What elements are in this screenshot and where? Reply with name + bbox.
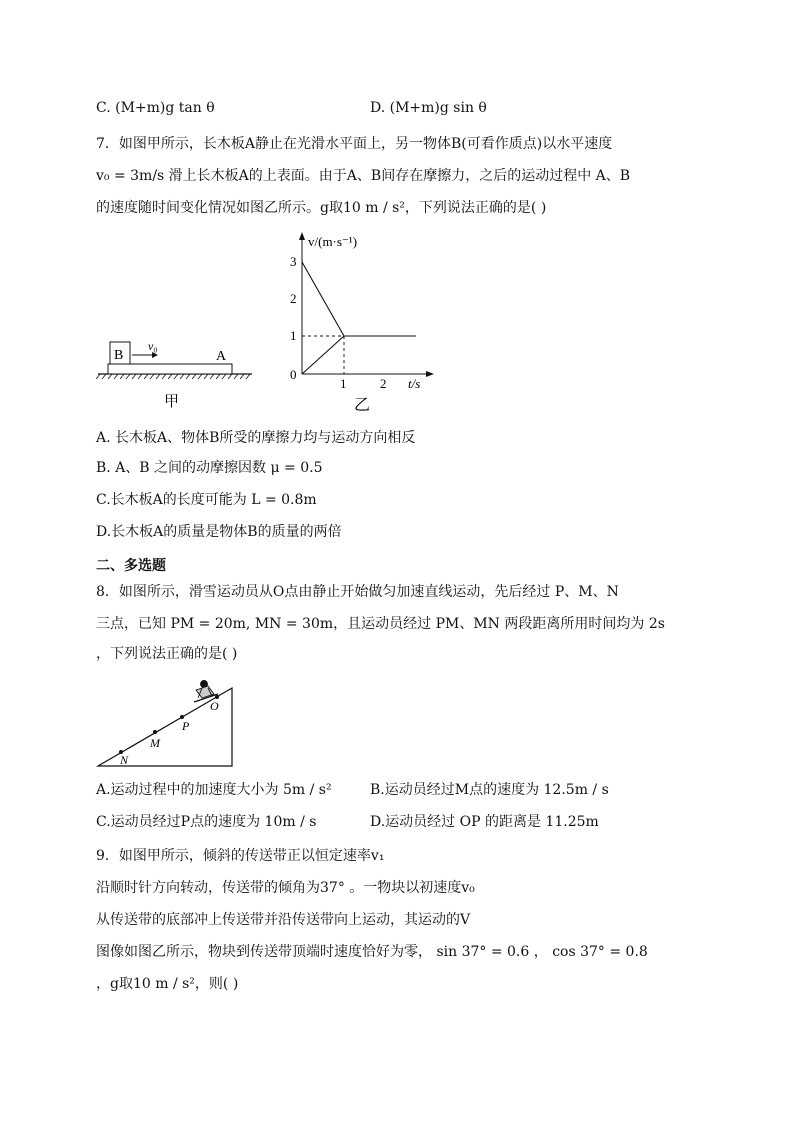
q7-option-d: D.长木板A的质量是物体B的质量的两倍	[96, 524, 342, 540]
figure-jia-caption: 甲	[164, 394, 180, 410]
q7-stem-line3: 的速度随时间变化情况如图乙所示。g取10 m / s²，下列说法正确的是( )	[96, 200, 547, 216]
q8-option-a: A.运动过程中的加速度大小为 5m / s²	[96, 782, 332, 798]
q7-option-a: A. 长木板A、物体B所受的摩擦力均与运动方向相反	[96, 430, 416, 446]
point-n-label: N	[120, 753, 129, 767]
q8-stem-line2: 三点，已知 PM = 20m, MN = 30m，且运动员经过 PM、MN 两段距离所用时间均为 2s	[96, 616, 665, 632]
q7-stem-line1: 7．如图甲所示，长木板A静止在光滑水平面上，另一物体B(可看作质点)以水平速度	[96, 136, 613, 152]
board-a-label: A	[216, 349, 227, 364]
y-tick-1: 1	[290, 328, 297, 343]
q7-stem-line2: v₀ = 3m/s 滑上长木板A的上表面。由于A、B间存在摩擦力，之后的运动过程中 A、B	[96, 168, 631, 184]
q6-option-d: D. (M+m)g sin θ	[370, 100, 487, 116]
q8-option-c: C.运动员经过P点的速度为 10m / s	[96, 814, 317, 830]
x-axis-label: t/s	[408, 376, 421, 391]
figure-yi-caption: 乙	[354, 397, 371, 412]
q8-option-d: D.运动员经过 OP 的距离是 11.25m	[370, 814, 599, 830]
point-m-label: M	[150, 736, 160, 750]
q8-option-b: B.运动员经过M点的速度为 12.5m / s	[370, 782, 609, 798]
q9-stem-line5: ，g取10 m / s²，则( )	[96, 976, 239, 992]
q7-figure-jia	[96, 330, 256, 410]
q8-stem-line3: ，下列说法正确的是( )	[96, 646, 238, 662]
line-a	[302, 336, 344, 374]
q7-option-c: C.长木板A的长度可能为 L = 0.8m	[96, 492, 317, 508]
x-tick-1: 1	[340, 376, 347, 391]
q8-stem-line1: 8．如图所示，滑雪运动员从O点由静止开始做匀加速直线运动，先后经过 P、M、N	[96, 584, 619, 600]
q7-option-b: B. A、B 之间的动摩擦因数 μ = 0.5	[96, 460, 323, 476]
line-b	[302, 262, 344, 336]
q9-stem-line2: 沿顺时针方向转动，传送带的倾角为37° 。一物块以初速度v₀	[96, 880, 475, 896]
point-p-label: P	[182, 719, 190, 733]
q9-stem-line1: 9．如图甲所示，倾斜的传送带正以恒定速率v₁	[96, 848, 385, 864]
y-tick-3: 3	[290, 254, 297, 269]
velocity-label: v₀	[148, 339, 158, 353]
board-a	[108, 364, 232, 374]
y-tick-2: 2	[290, 291, 297, 306]
x-tick-2: 2	[380, 376, 387, 391]
q8-slope-figure	[96, 674, 242, 770]
q9-stem-line3: 从传送带的底部冲上传送带并沿传送带向上运动，其运动的V	[96, 912, 471, 928]
y-axis-label: v/(m·s⁻¹)	[308, 234, 358, 249]
q6-option-c: C. (M+m)g tan θ	[96, 100, 215, 116]
q7-figure-yi-graph	[284, 230, 444, 412]
y-tick-0: 0	[290, 367, 297, 382]
section-title: 二、多选题	[96, 558, 166, 574]
q9-stem-line4: 图像如图乙所示，物块到传送带顶端时速度恰好为零， sin 37° = 0.6 ， cos 37° = 0.8	[96, 944, 648, 960]
block-b-label: B	[114, 348, 124, 363]
point-o-label: O	[210, 699, 219, 713]
